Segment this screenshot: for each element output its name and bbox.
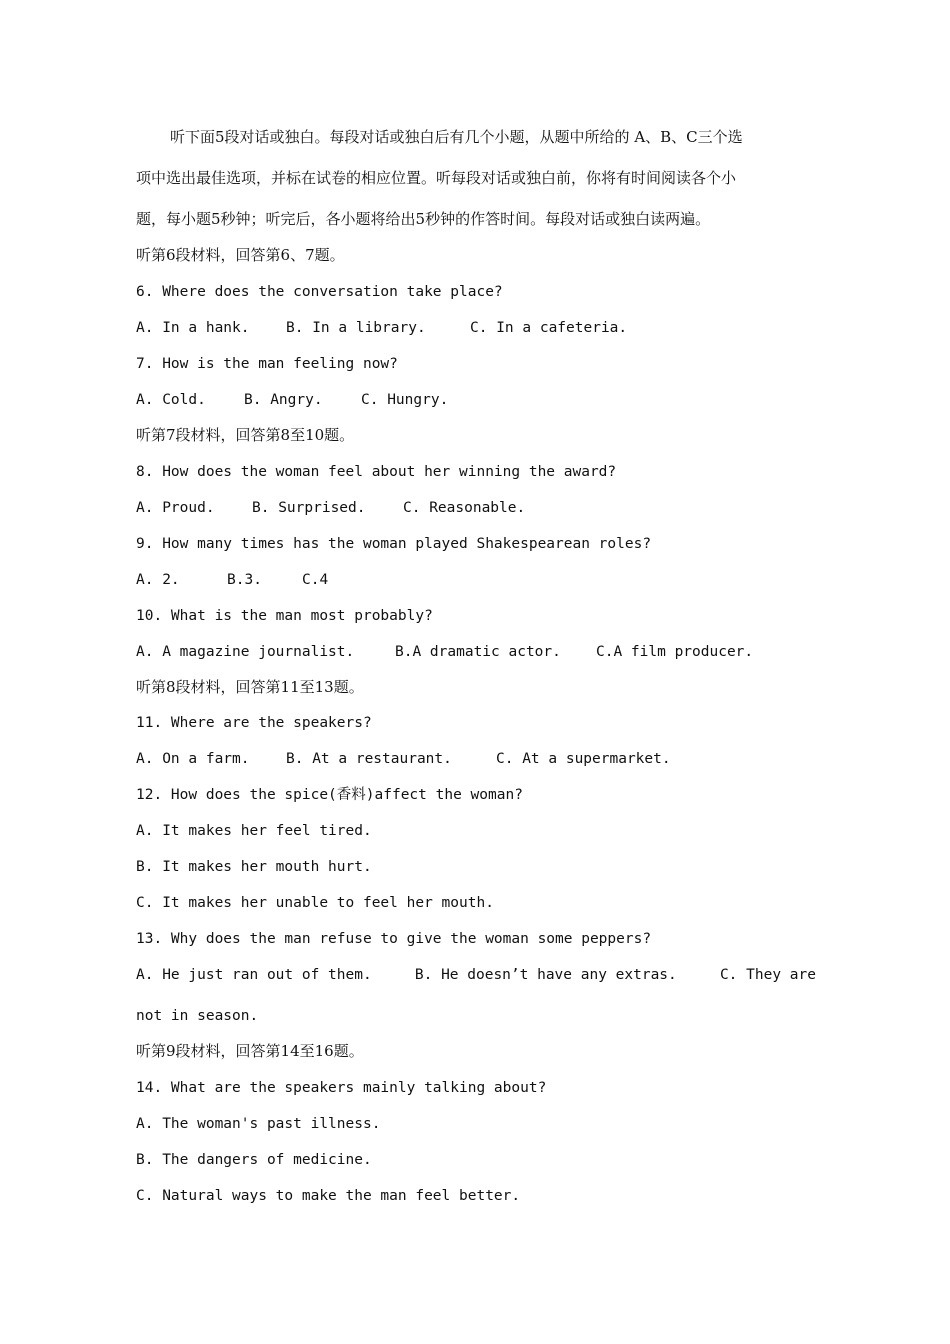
option-b: B.3.	[227, 572, 262, 588]
question-11-stem: 11. Where are the speakers?	[136, 715, 372, 731]
question-13-option-c-continued: not in season.	[136, 1008, 259, 1024]
question-8-stem: 8. How does the woman feel about her winning the award?	[136, 464, 617, 480]
option-c: C.A film producer.	[596, 644, 754, 660]
question-13-stem: 13. Why does the man refuse to give the woman some peppers?	[136, 931, 652, 947]
option-c: C. Hungry.	[361, 392, 449, 408]
section-9-heading: 听第9段材料，回答第14至16题。	[136, 1042, 364, 1060]
option-c: C. They are	[719, 967, 816, 983]
option-c: C. In a cafeteria.	[470, 320, 628, 336]
section-7-heading: 听第7段材料，回答第8至10题。	[136, 426, 355, 444]
question-12-option-b: B. It makes her mouth hurt.	[136, 859, 372, 875]
option-a: A. 2.	[136, 572, 180, 588]
option-a: A. He just ran out of them.	[136, 967, 372, 983]
instructions-line-1: 听下面5段对话或独白。每段对话或独白后有几个小题，从题中所给的 A、B、C三个选	[170, 128, 743, 146]
question-12-option-a: A. It makes her feel tired.	[136, 823, 372, 839]
option-c: C. Reasonable.	[403, 500, 526, 516]
instructions-line-3: 题，每小题5秒钟；听完后，各小题将给出5秒钟的作答时间。每段对话或独白读两遍。	[136, 210, 711, 228]
section-8-heading: 听第8段材料，回答第11至13题。	[136, 678, 364, 696]
option-a: A. In a hank.	[136, 320, 250, 336]
option-b: B. He doesn’t have any extras.	[414, 967, 677, 983]
question-12-option-c: C. It makes her unable to feel her mouth.	[136, 895, 494, 911]
option-b: B.A dramatic actor.	[395, 644, 561, 660]
question-9-stem: 9. How many times has the woman played Shakespearean roles?	[136, 536, 652, 552]
question-10-stem: 10. What is the man most probably?	[136, 608, 433, 624]
option-b: B. In a library.	[286, 320, 426, 336]
option-a: A. A magazine journalist.	[136, 644, 355, 660]
question-14-option-b: B. The dangers of medicine.	[136, 1152, 372, 1168]
question-13-options	[136, 965, 816, 985]
option-b: B. Angry.	[244, 392, 323, 408]
option-b: B. At a restaurant.	[286, 751, 452, 767]
option-c: C. At a supermarket.	[496, 751, 671, 767]
option-c: C.4	[302, 572, 329, 588]
question-6-stem: 6. Where does the conversation take place?	[136, 284, 503, 300]
question-14-stem: 14. What are the speakers mainly talking about?	[136, 1080, 547, 1096]
option-a: A. Proud.	[136, 500, 215, 516]
option-a: A. On a farm.	[136, 751, 250, 767]
question-12-stem: 12. How does the spice(香料)affect the woman?	[136, 787, 523, 803]
question-14-option-c: C. Natural ways to make the man feel better.	[136, 1188, 521, 1204]
question-7-stem: 7. How is the man feeling now?	[136, 356, 398, 372]
instructions-line-2: 项中选出最佳选项，并标在试卷的相应位置。听每段对话或独白前，你将有时间阅读各个小	[136, 169, 737, 187]
option-b: B. Surprised.	[252, 500, 366, 516]
question-14-option-a: A. The woman's past illness.	[136, 1116, 381, 1132]
section-6-heading: 听第6段材料，回答第6、7题。	[136, 246, 345, 264]
option-a: A. Cold.	[136, 392, 206, 408]
